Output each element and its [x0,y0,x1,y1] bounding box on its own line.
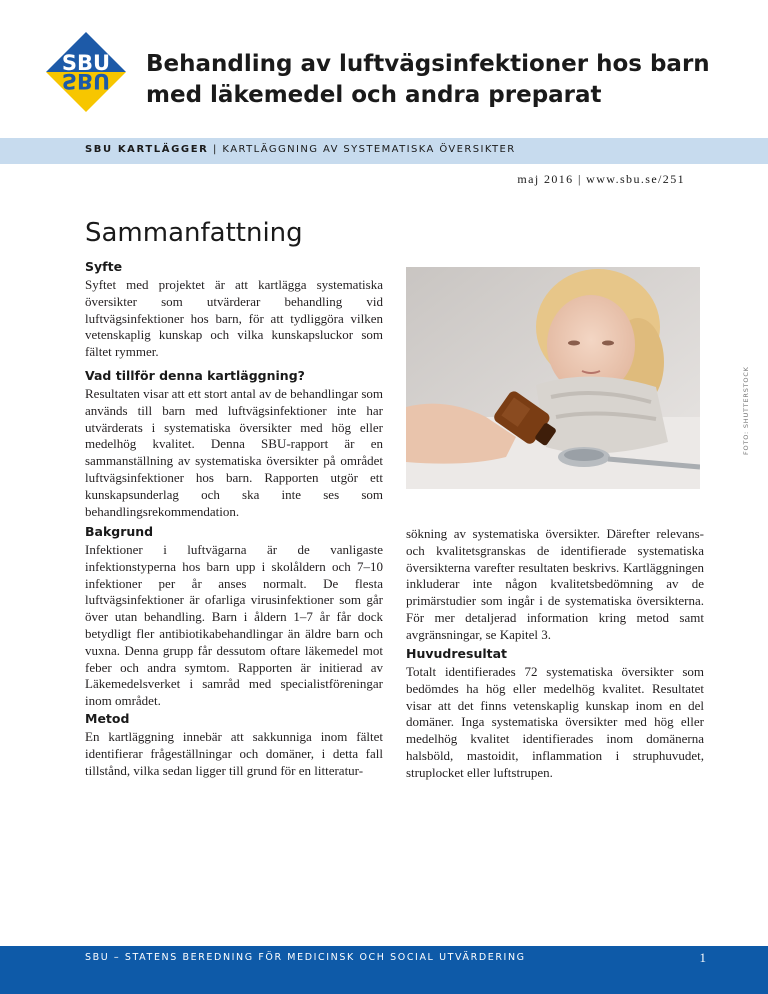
footer-org: SBU – STATENS BEREDNING FÖR MEDICINSK OCH SOCIAL UTVÄRDERING [85,952,526,963]
section-metod [85,710,383,779]
series-description: KARTLÄGGNING AV SYSTEMATISKA ÖVERSIKTER [222,144,516,155]
date-and-url: maj 2016 | www.sbu.se/251 [517,172,685,186]
section-syfte [85,258,383,361]
sbu-logo [44,30,128,114]
section-body: sökning av systematiska översikter. Därefter relevans- och kvalitetsgranskas de identifierade systematiska översikterna varefter resultaten beskrivs. Kartläggningen inkluderar inte någon kvalitetsbedömning av de primärstudier som ingår i de systematiska översikterna. För mer detaljerad information kring metod samt avgränsningar, se Kapitel 3. [406,526,704,642]
section-body: Infektioner i luftvägarna är de vanligaste infektionstyperna hos barn upp i skolåldern och 7–10 infektioner per år anses normalt. De flesta luftvägsinfektioner är ofarliga virusinfektioner som går över utan behandling. Barn i åldern 1–7 år får dock betydligt fler antibiotikabehandlingar än äldre barn och vuxna. Denna grupp får dessutom oftare läkemedel mot feber och andra symtom. Rapporten är initierad av Läkemedelsverket i samråd med specialistföreningar inom området. [85,542,383,709]
section-metod-continued [406,526,704,644]
section-title: Huvudresultat [406,646,508,661]
section-title: Vad tillför denna kartläggning? [85,368,305,383]
section-body: Totalt identifierades 72 systematiska översikter som bedömdes ha hög eller medelhög kvalitet. Resultatet visar att det finns vetenskaplig kunskap inom en del domäner. Inga systematiska översikter med hög eller medelhög kvalitet identifierades inom domänerna halsböld, mastoidit, inflammation i struphuvudet, struplocket eller luftstrupen. [406,664,704,780]
section-bakgrund [85,523,383,710]
section-body: Resultaten visar att ett stort antal av de behandlingar som används till barn med luftvägsinfektioner inte har utvärderats i systematiska översikter med hög eller medelhög kvalitet. Denna SBU-rapport är en sammanställning av systematiska översikter på området luftvägsinfektioner hos barn. Rapporten utgör ett kunskapsunderlag och ska inte ses som behandlingsrekommendation. [85,386,383,519]
title-line-2: med läkemedel och andra preparat [146,82,602,108]
section-huvudresultat [406,645,704,782]
section-body: En kartläggning innebär att sakkunniga inom fältet identifierar frågeställningar och domäner, i detta fall tillstånd, vilka sedan ligger till grund för en litteratur- [85,729,383,778]
document-title [146,49,726,111]
section-title: Bakgrund [85,524,154,539]
series-brand-label: SBU KARTLÄGGER [85,144,209,155]
section-title: Metod [85,711,130,726]
page-number: 1 [699,950,706,965]
section-body: Syftet med projektet är att kartlägga systematiska översikter som utvärderar behandling vid luftvägsinfektioner hos barn, för att tydliggöra vilken vetenskaplig kunskap och vilka kunskapsluckor som fältet rymmer. [85,277,383,360]
series-line [85,144,516,155]
logo-text-top: SBU [61,51,111,75]
child-medicine-photo [406,267,700,489]
series-separator: | [213,144,218,155]
title-line-1: Behandling av luftvägsinfektioner hos barn [146,51,710,77]
photo-credit: FOTO: SHUTTERSTOCK [742,366,750,455]
section-tillfor [85,367,383,520]
summary-heading: Sammanfattning [85,218,303,248]
section-title: Syfte [85,259,123,274]
logo-text-bottom: SBU [61,69,111,93]
